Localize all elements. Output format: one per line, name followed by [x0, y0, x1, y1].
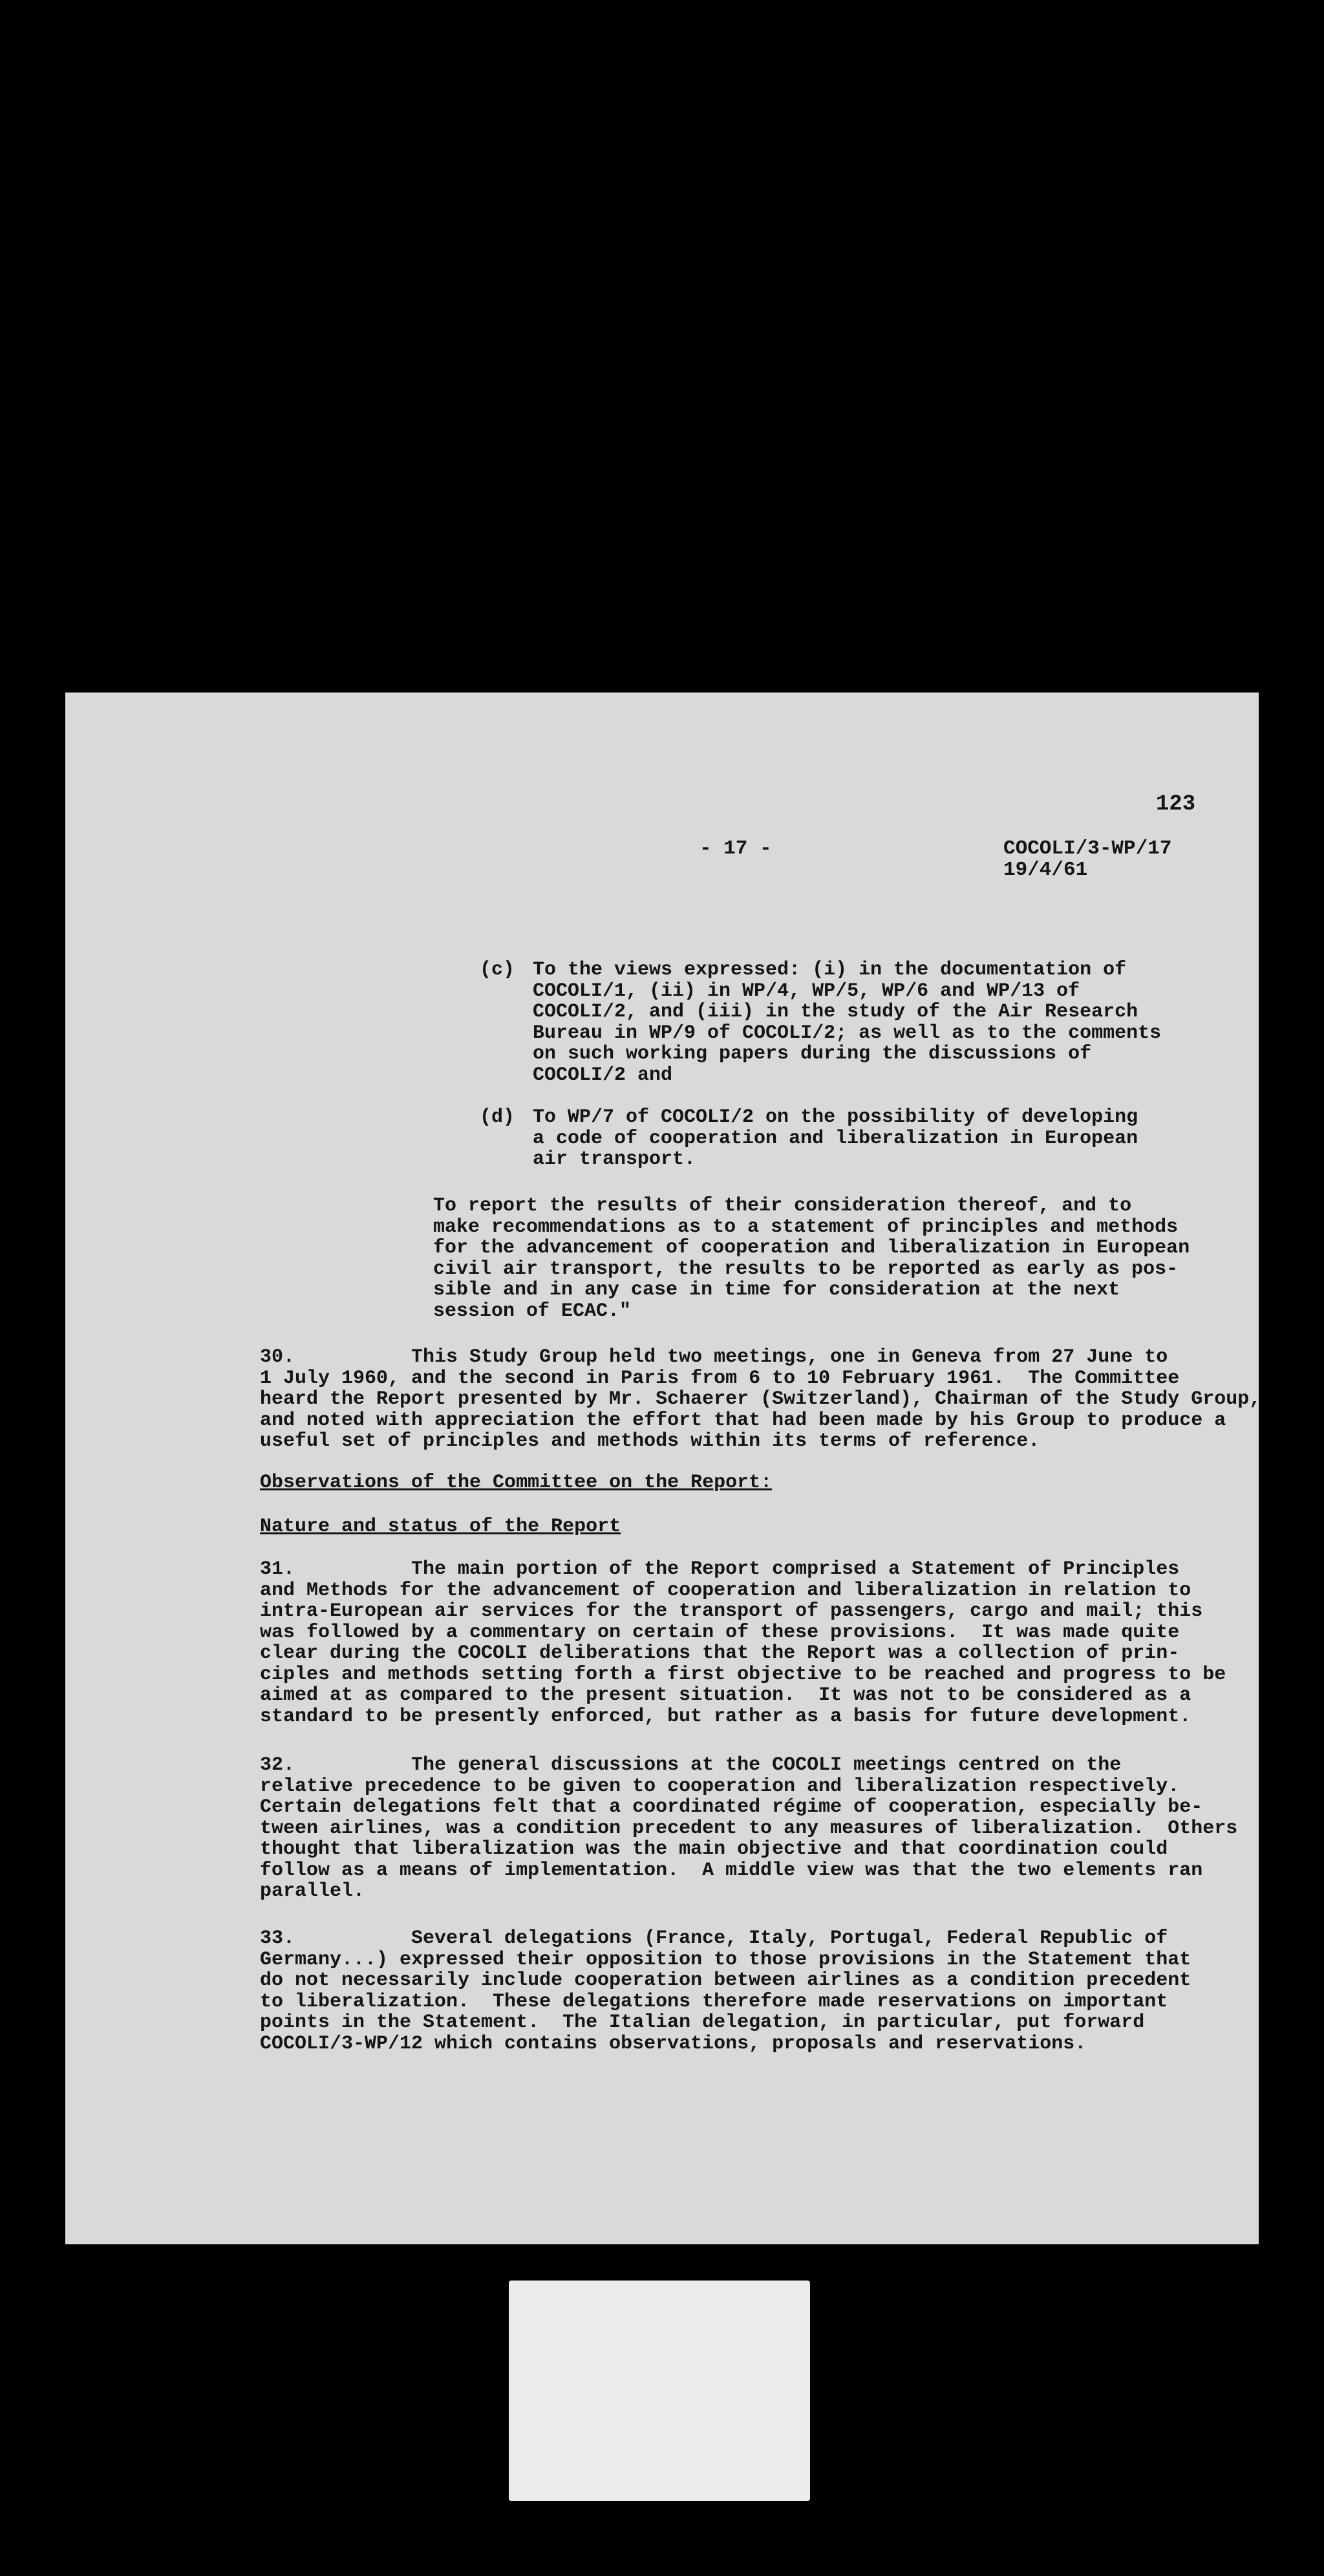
page-number: - 17 - — [699, 837, 772, 860]
item-c-text: To the views expressed: (i) in the documentation of COCOLI/1, (ii) in WP/4, WP/5, WP/6 and WP/13 of COCOLI/2, and (iii) in the study of the Air Research Bureau in WP/9 of COCOLI/2; as well as to the comments on such working papers during the discussions of COCOLI/2 and — [533, 959, 1162, 1086]
paragraph-30: 30. This Study Group held two meetings, one in Geneva from 27 June to 1 July 1960, and the second in Paris from 6 to 10 February 1961. The Committee heard the Report presented by Mr. Schaerer (Switzerland), Chairman of the Study Group, and noted with appreciation the effort that had been made by his Group to produce a useful set of principles and methods within its terms of reference. — [260, 1346, 1261, 1452]
paragraph-33: 33. Several delegations (France, Italy, Portugal, Federal Republic of Germany...) expressed their opposition to those provisions in the Statement that do not necessarily include cooperation between airlines as a condition precedent to liberalization. These delegations therefore made reservations on important points in the Statement. The Italian delegation, in particular, put forward COCOLI/3-WP/12 which contains observations, proposals and reservations. — [260, 1927, 1191, 2055]
sheet-number: 123 — [1156, 792, 1196, 817]
blank-card — [509, 2281, 810, 2501]
heading-nature-status: Nature and status of the Report — [260, 1516, 621, 1538]
doc-date: 19/4/61 — [1003, 859, 1088, 881]
paragraph-32: 32. The general discussions at the COCOLI meetings centred on the relative precedence to be given to cooperation and liberalization respectively. Certain delegations felt that a coordinated régime of cooperation, especially be- tween airlines, was a condition precedent to any measures of liberalization. Others thought that liberalization was the main objective and that coordination could follow as a means of implementation. A middle view was that the two elements ran parallel. — [260, 1754, 1238, 1902]
report-paragraph: To report the results of their consideration thereof, and to make recommendations as to a statement of principles and methods for the advancement of cooperation and liberalization in European civil air transport, the results to be reported as early as pos- sible and in any case in time for consideration at the next session of ECAC." — [433, 1195, 1190, 1322]
doc-reference: COCOLI/3-WP/17 — [1003, 837, 1172, 860]
heading-observations: Observations of the Committee on the Report: — [260, 1472, 773, 1494]
item-d-text: To WP/7 of COCOLI/2 on the possibility of developing a code of cooperation and liberalization in European air transport. — [533, 1106, 1138, 1170]
item-d-marker: (d) — [480, 1106, 515, 1128]
item-c-marker: (c) — [480, 959, 515, 981]
document-page — [65, 692, 1259, 2244]
paragraph-31: 31. The main portion of the Report comprised a Statement of Principles and Methods for the advancement of cooperation and liberalization in relation to intra-European air services for the transport of passengers, cargo and mail; this was followed by a commentary on certain of these provisions. It was made quite clear during the COCOLI deliberations that the Report was a collection of prin- ciples and methods setting forth a first objective to be reached and progress to be aimed at as compared to the present situation. It was not to be considered as a standard to be presently enforced, but rather as a basis for future development. — [260, 1558, 1226, 1728]
